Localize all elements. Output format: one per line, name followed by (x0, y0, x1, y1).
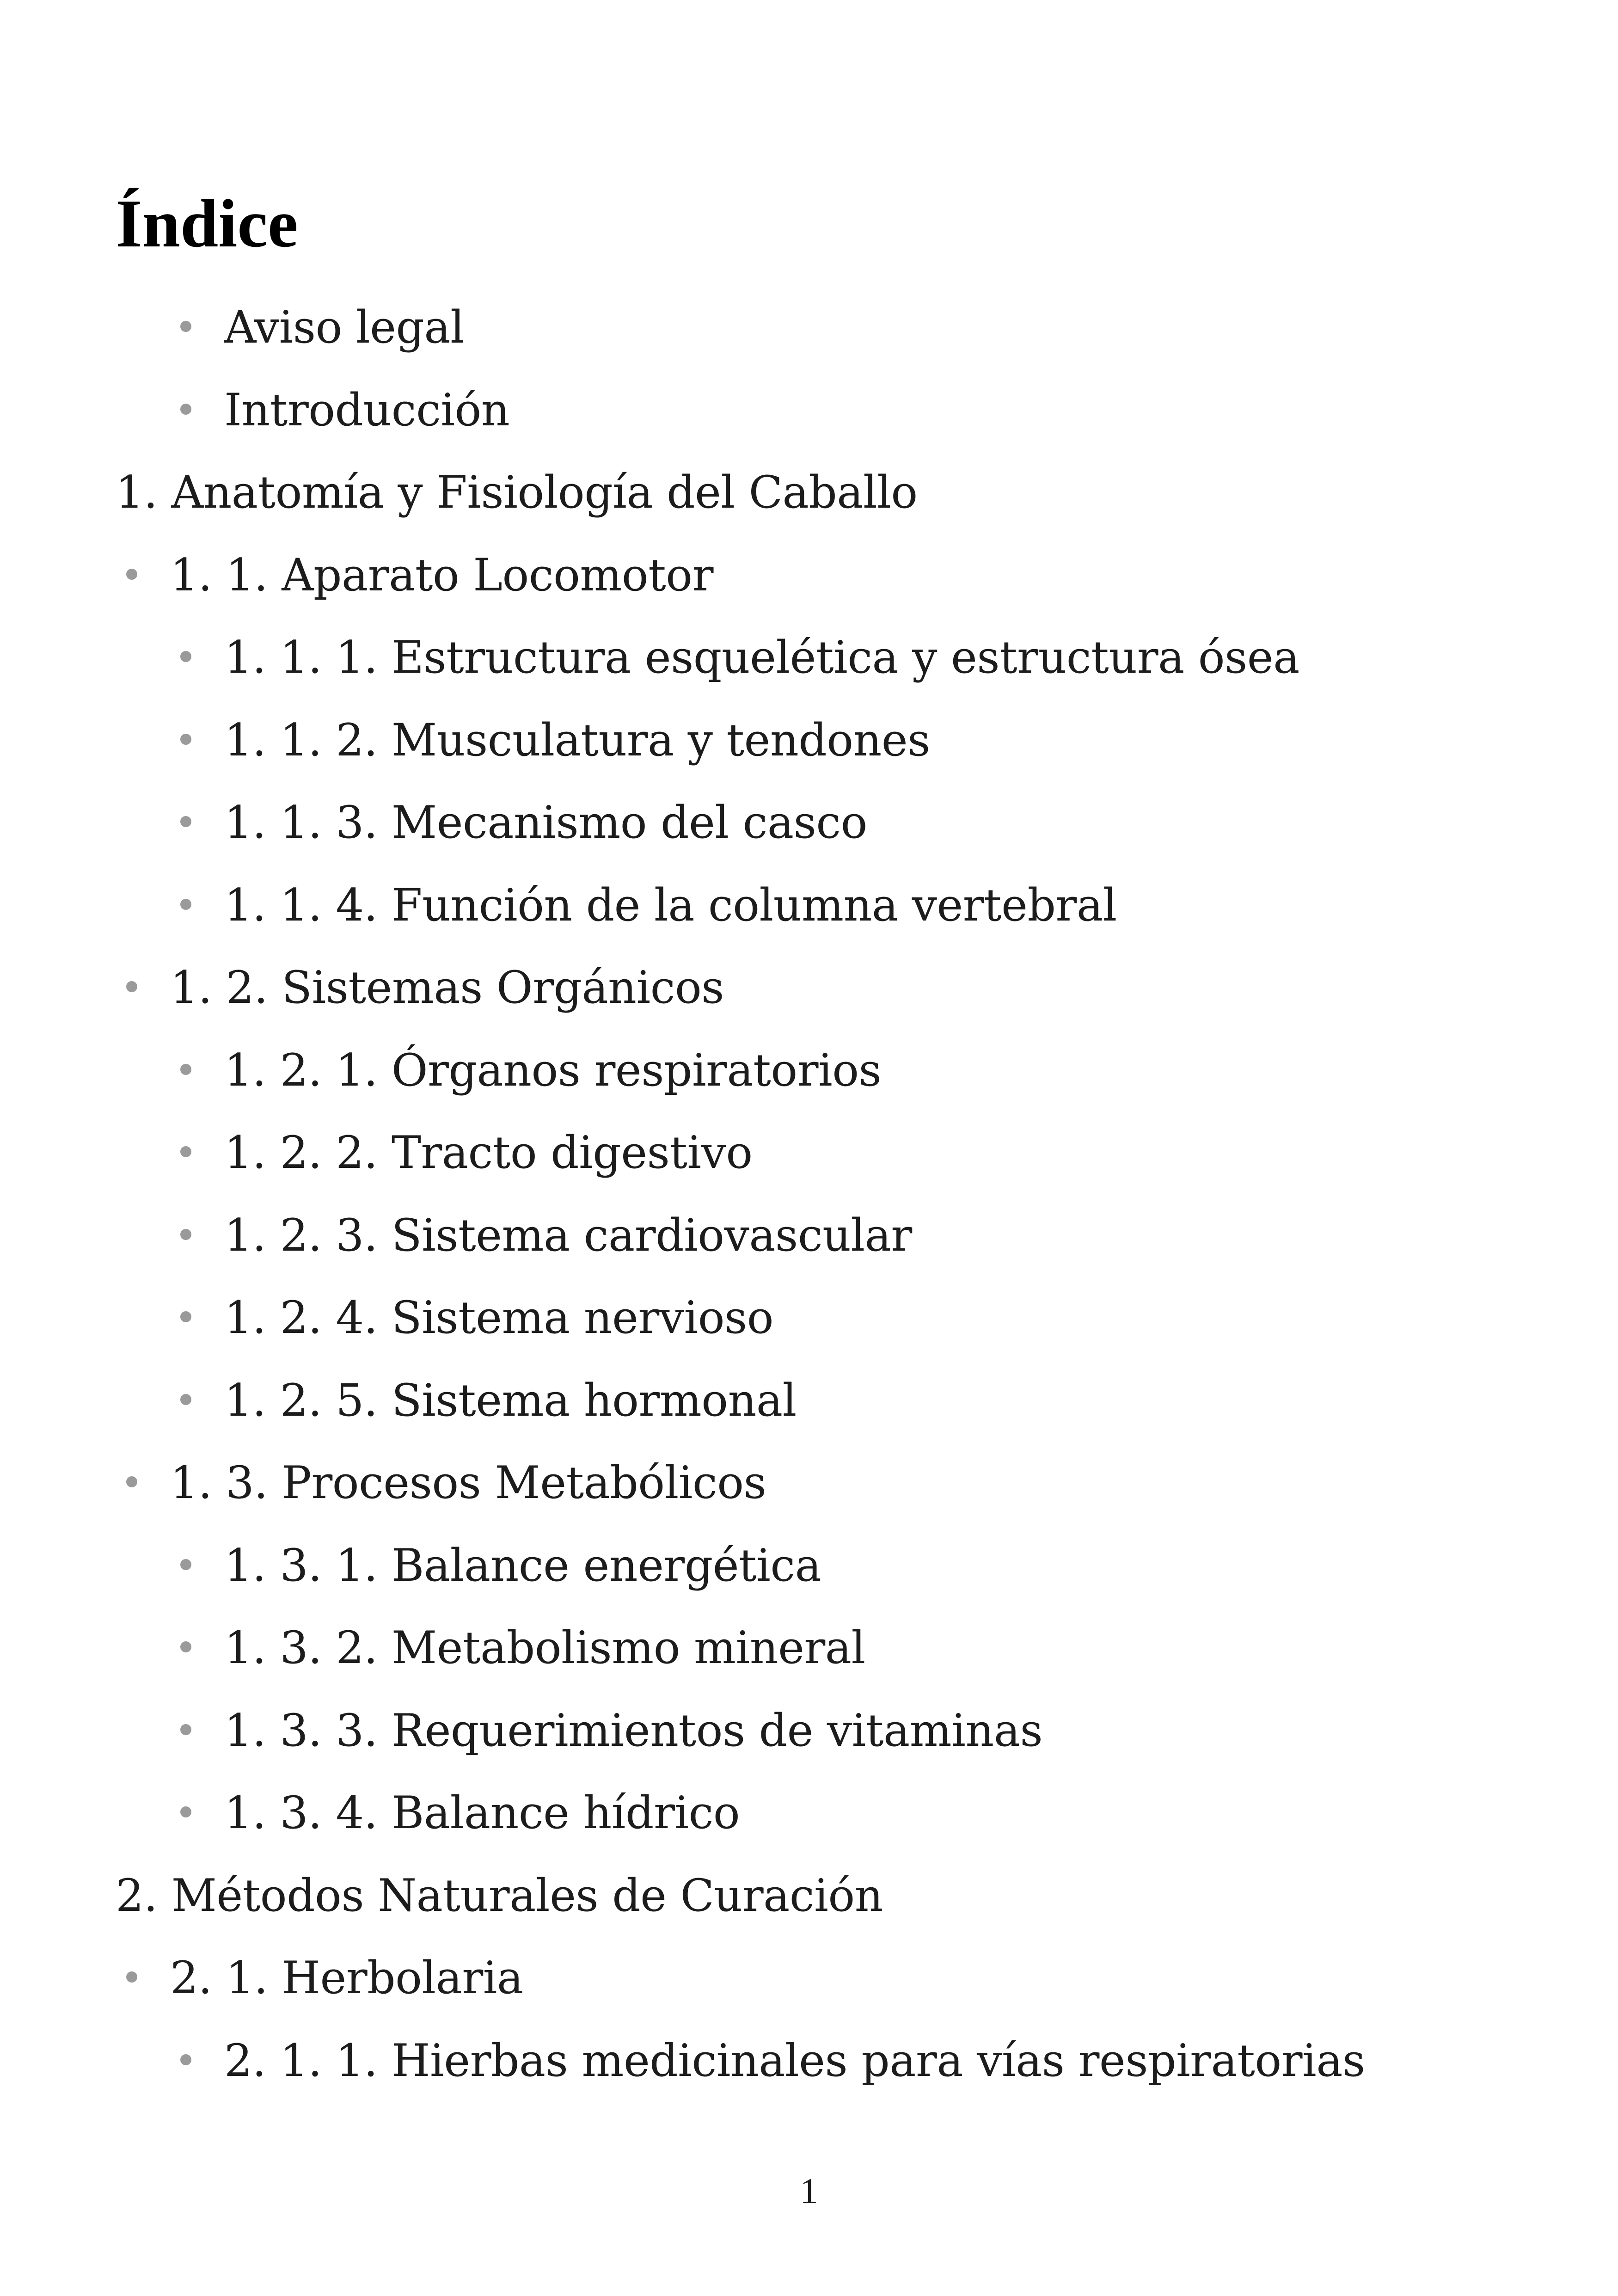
toc-entry-label: Aviso legal (224, 301, 465, 353)
toc-entry[interactable] (224, 1374, 797, 1426)
toc-entry[interactable] (170, 962, 724, 1013)
toc-entry-label: 1. 1. Aparato Locomotor (170, 549, 713, 601)
toc-entry[interactable] (116, 1869, 883, 1922)
toc-entry-label: 1. 2. Sistemas Orgánicos (170, 962, 724, 1013)
bullet-icon (180, 1724, 191, 1735)
toc-entry-label: 2. 1. Herbolaria (170, 1952, 523, 2004)
toc-entry-label: 1. 2. 4. Sistema nervioso (224, 1292, 774, 1344)
bullet-icon (180, 1064, 191, 1075)
toc-entry[interactable] (224, 384, 510, 436)
bullet-icon (180, 1559, 191, 1570)
toc-entry-label: 1. 2. 2. Tracto digestivo (224, 1127, 753, 1179)
toc-entry[interactable] (224, 1292, 774, 1344)
toc-entry[interactable] (170, 1952, 523, 2004)
bullet-icon (180, 899, 191, 910)
toc-entry[interactable] (170, 549, 713, 601)
bullet-icon (180, 651, 191, 662)
bullet-icon (180, 1394, 191, 1405)
toc-entry-label: 1. 3. 3. Requerimientos de vitaminas (224, 1704, 1043, 1756)
toc-entry[interactable] (116, 467, 918, 518)
toc-entry[interactable] (224, 632, 1299, 683)
toc-entry-label: 2. 1. 1. Hierbas medicinales para vías respiratorias (224, 2034, 1365, 2087)
toc-entry[interactable] (224, 1787, 740, 1839)
toc-entry[interactable] (224, 1209, 912, 1261)
toc-entry-label: 1. 2. 1. Órganos respiratorios (224, 1044, 882, 1096)
bullet-icon (180, 1311, 191, 1322)
toc-entry-label: 1. 2. 3. Sistema cardiovascular (224, 1209, 912, 1261)
bullet-icon (180, 816, 191, 827)
toc-entry[interactable] (224, 797, 867, 848)
toc-entry[interactable] (224, 1622, 865, 1674)
bullet-icon (180, 1806, 191, 1817)
toc-entry-label: 1. Anatomía y Fisiología del Caballo (116, 467, 918, 518)
page-number: 1 (800, 2171, 818, 2211)
bullet-icon (126, 1971, 137, 1983)
toc-entry-label: 1. 1. 2. Musculatura y tendones (224, 714, 930, 766)
toc-entry[interactable] (224, 2034, 1365, 2087)
toc-entry-label: 1. 3. 2. Metabolismo mineral (224, 1622, 865, 1674)
bullet-icon (180, 1229, 191, 1240)
toc-entry-label: 1. 3. 1. Balance energética (224, 1539, 821, 1591)
page-title: Índice (116, 186, 298, 262)
toc-entry[interactable] (224, 1127, 753, 1179)
bullet-icon (126, 981, 137, 992)
toc-entry[interactable] (224, 301, 465, 353)
toc-entry[interactable] (224, 1539, 821, 1591)
bullet-icon (180, 1146, 191, 1157)
toc-entry-label: 1. 1. 4. Función de la columna vertebral (224, 879, 1117, 931)
bullet-icon (180, 2054, 191, 2065)
bullet-icon (180, 1641, 191, 1652)
toc-entry[interactable] (224, 714, 930, 766)
bullet-icon (180, 321, 191, 332)
toc-entry-label: 1. 3. 4. Balance hídrico (224, 1787, 740, 1839)
toc-entry-label: 1. 3. Procesos Metabólicos (170, 1457, 766, 1509)
toc-entry-label: Introducción (224, 384, 510, 436)
bullet-icon (126, 1476, 137, 1487)
bullet-icon (126, 569, 137, 580)
toc-entry[interactable] (170, 1457, 766, 1509)
toc-entry-label: 2. Métodos Naturales de Curación (116, 1869, 883, 1922)
toc-entry-label: 1. 1. 3. Mecanismo del casco (224, 797, 867, 848)
toc-entry-label: 1. 1. 1. Estructura esquelética y estructura ósea (224, 632, 1299, 683)
bullet-icon (180, 734, 191, 745)
toc-entry[interactable] (224, 1044, 882, 1096)
toc-entry-label: 1. 2. 5. Sistema hormonal (224, 1374, 797, 1426)
toc-entry[interactable] (224, 1704, 1043, 1756)
bullet-icon (180, 404, 191, 415)
toc-entry[interactable] (224, 879, 1117, 931)
